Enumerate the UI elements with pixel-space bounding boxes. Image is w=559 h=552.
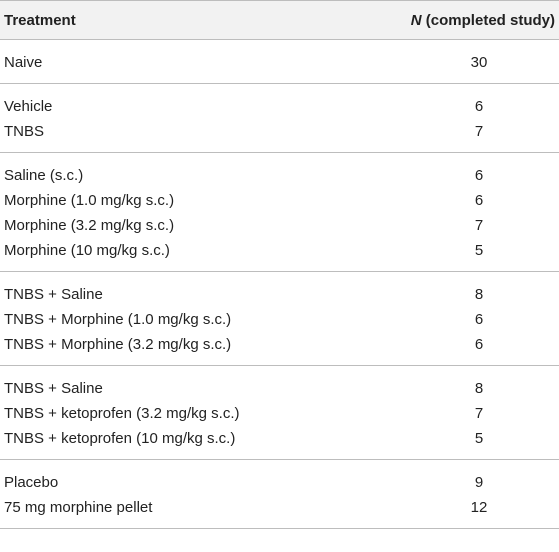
- n-cell: 7: [474, 123, 484, 140]
- header-treatment: Treatment: [4, 11, 76, 29]
- treatment-cell: Morphine (10 mg/kg s.c.): [4, 242, 170, 259]
- table-group: [0, 40, 559, 84]
- treatment-cell: TNBS: [4, 123, 45, 140]
- treatment-cell: Vehicle: [4, 98, 53, 115]
- treatment-cell: Placebo: [4, 474, 59, 491]
- n-cell: 5: [474, 242, 484, 259]
- table-row: [0, 188, 559, 213]
- table-group: [0, 366, 559, 460]
- table-row: [0, 401, 559, 426]
- n-cell: 5: [474, 430, 484, 447]
- treatment-cell: TNBS + Saline: [4, 286, 103, 303]
- n-cell: 6: [474, 192, 484, 209]
- header-n-symbol: N: [410, 11, 422, 29]
- table-row: [0, 282, 559, 307]
- n-cell: 7: [474, 405, 484, 422]
- table-group: [0, 460, 559, 529]
- table-group: [0, 84, 559, 153]
- header-n-completed: [375, 12, 559, 29]
- n-cell: 30: [470, 54, 488, 71]
- table-row: [0, 119, 559, 144]
- table-row: [0, 307, 559, 332]
- n-cell: 6: [474, 311, 484, 328]
- table-row: [0, 213, 559, 238]
- table-row: [0, 495, 559, 520]
- table-row: [0, 50, 559, 75]
- n-cell: 6: [474, 98, 484, 115]
- table-row: [0, 470, 559, 495]
- table-group: [0, 153, 559, 272]
- treatment-cell: TNBS + Saline: [4, 380, 103, 397]
- n-cell: 8: [474, 286, 484, 303]
- n-cell: 6: [474, 336, 484, 353]
- treatment-cell: TNBS + ketoprofen (10 mg/kg s.c.): [4, 430, 236, 447]
- treatment-cell: Morphine (3.2 mg/kg s.c.): [4, 217, 175, 234]
- treatment-cell: Naive: [4, 54, 43, 71]
- treatment-cell: Morphine (1.0 mg/kg s.c.): [4, 192, 175, 209]
- table-row: [0, 94, 559, 119]
- n-cell: 12: [470, 499, 488, 516]
- table-group: [0, 272, 559, 366]
- treatment-cell: TNBS + ketoprofen (3.2 mg/kg s.c.): [4, 405, 240, 422]
- table-header: [0, 0, 559, 40]
- table-row: [0, 332, 559, 357]
- table-row: [0, 376, 559, 401]
- n-cell: 9: [474, 474, 484, 491]
- treatment-cell: TNBS + Morphine (1.0 mg/kg s.c.): [4, 311, 232, 328]
- table-row: [0, 238, 559, 263]
- treatment-cell: TNBS + Morphine (3.2 mg/kg s.c.): [4, 336, 232, 353]
- treatment-cell: 75 mg morphine pellet: [4, 499, 153, 516]
- table-row: [0, 426, 559, 451]
- n-cell: 6: [474, 167, 484, 184]
- n-cell: 8: [474, 380, 484, 397]
- header-n-label: (completed study): [421, 11, 555, 29]
- treatment-cell: Saline (s.c.): [4, 167, 84, 184]
- n-cell: 7: [474, 217, 484, 234]
- table-row: [0, 163, 559, 188]
